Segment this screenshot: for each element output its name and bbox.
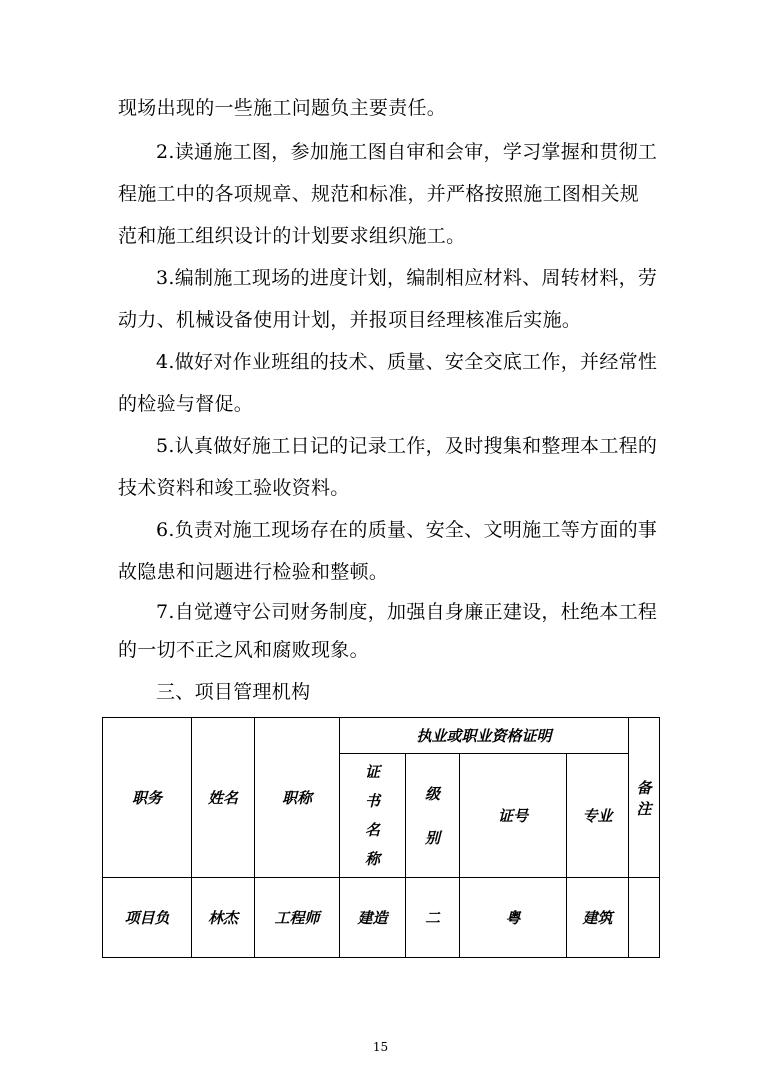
header-cert-name-text: 证书名称 (364, 762, 380, 868)
page-number: 15 (372, 1040, 389, 1054)
paragraph-line: 范和施工组织设计的计划要求组织施工。 (118, 225, 466, 247)
paragraph-line: 2.读通施工图，参加施工图自审和会审，学习掌握和贯彻工 (156, 141, 658, 163)
paragraph-line: 5.认真做好施工日记的记录工作，及时搜集和整理本工程的 (156, 435, 658, 457)
paragraph-line: 的一切不正之风和腐败现象。 (118, 639, 369, 661)
paragraph-line: 故隐患和问题进行检验和整顿。 (118, 561, 389, 583)
paragraph-line: 7.自觉遵守公司财务制度，加强自身廉正建设，杜绝本工程 (156, 601, 658, 623)
paragraph-line: 6.负责对施工现场存在的质量、安全、文明施工等方面的事 (156, 519, 658, 541)
char: 注 (636, 799, 652, 818)
cell-remark (629, 878, 660, 958)
paragraph-line: 程施工中的各项规章、规范和标准，并严格按照施工图相关规 (118, 183, 640, 205)
header-qualification-group: 执业或职业资格证明 (340, 718, 629, 754)
cell-cert-number: 粤 (460, 878, 567, 958)
header-remark (629, 718, 660, 878)
paragraph-line: 现场出现的一些施工问题负主要责任。 (118, 97, 447, 119)
paragraph-line: 技术资料和竣工验收资料。 (118, 477, 350, 499)
cell-level: 二 (406, 878, 460, 958)
header-position: 职务 (103, 718, 192, 878)
cell-title: 工程师 (255, 878, 340, 958)
section-heading: 三、项目管理机构 (156, 681, 311, 703)
header-title: 职称 (255, 718, 340, 878)
header-name: 姓名 (192, 718, 255, 878)
char: 备 (636, 778, 652, 797)
header-cert-name (340, 754, 406, 878)
header-level (406, 754, 460, 878)
char: 别 (424, 828, 440, 847)
cell-cert-name: 建造 (340, 878, 406, 958)
paragraph-line: 3.编制施工现场的进度计划，编制相应材料、周转材料，劳 (156, 267, 658, 289)
paragraph-line: 动力、机械设备使用计划，并报项目经理核准后实施。 (118, 309, 582, 331)
char: 级 (424, 784, 440, 803)
management-table (102, 717, 660, 958)
cell-name: 林杰 (192, 878, 255, 958)
cell-position: 项目负 (103, 878, 192, 958)
header-specialty: 专业 (567, 754, 629, 878)
paragraph-line: 的检验与督促。 (118, 393, 254, 415)
cell-specialty: 建筑 (567, 878, 629, 958)
header-cert-number: 证号 (460, 754, 567, 878)
paragraph-line: 4.做好对作业班组的技术、质量、安全交底工作，并经常性 (156, 351, 658, 373)
